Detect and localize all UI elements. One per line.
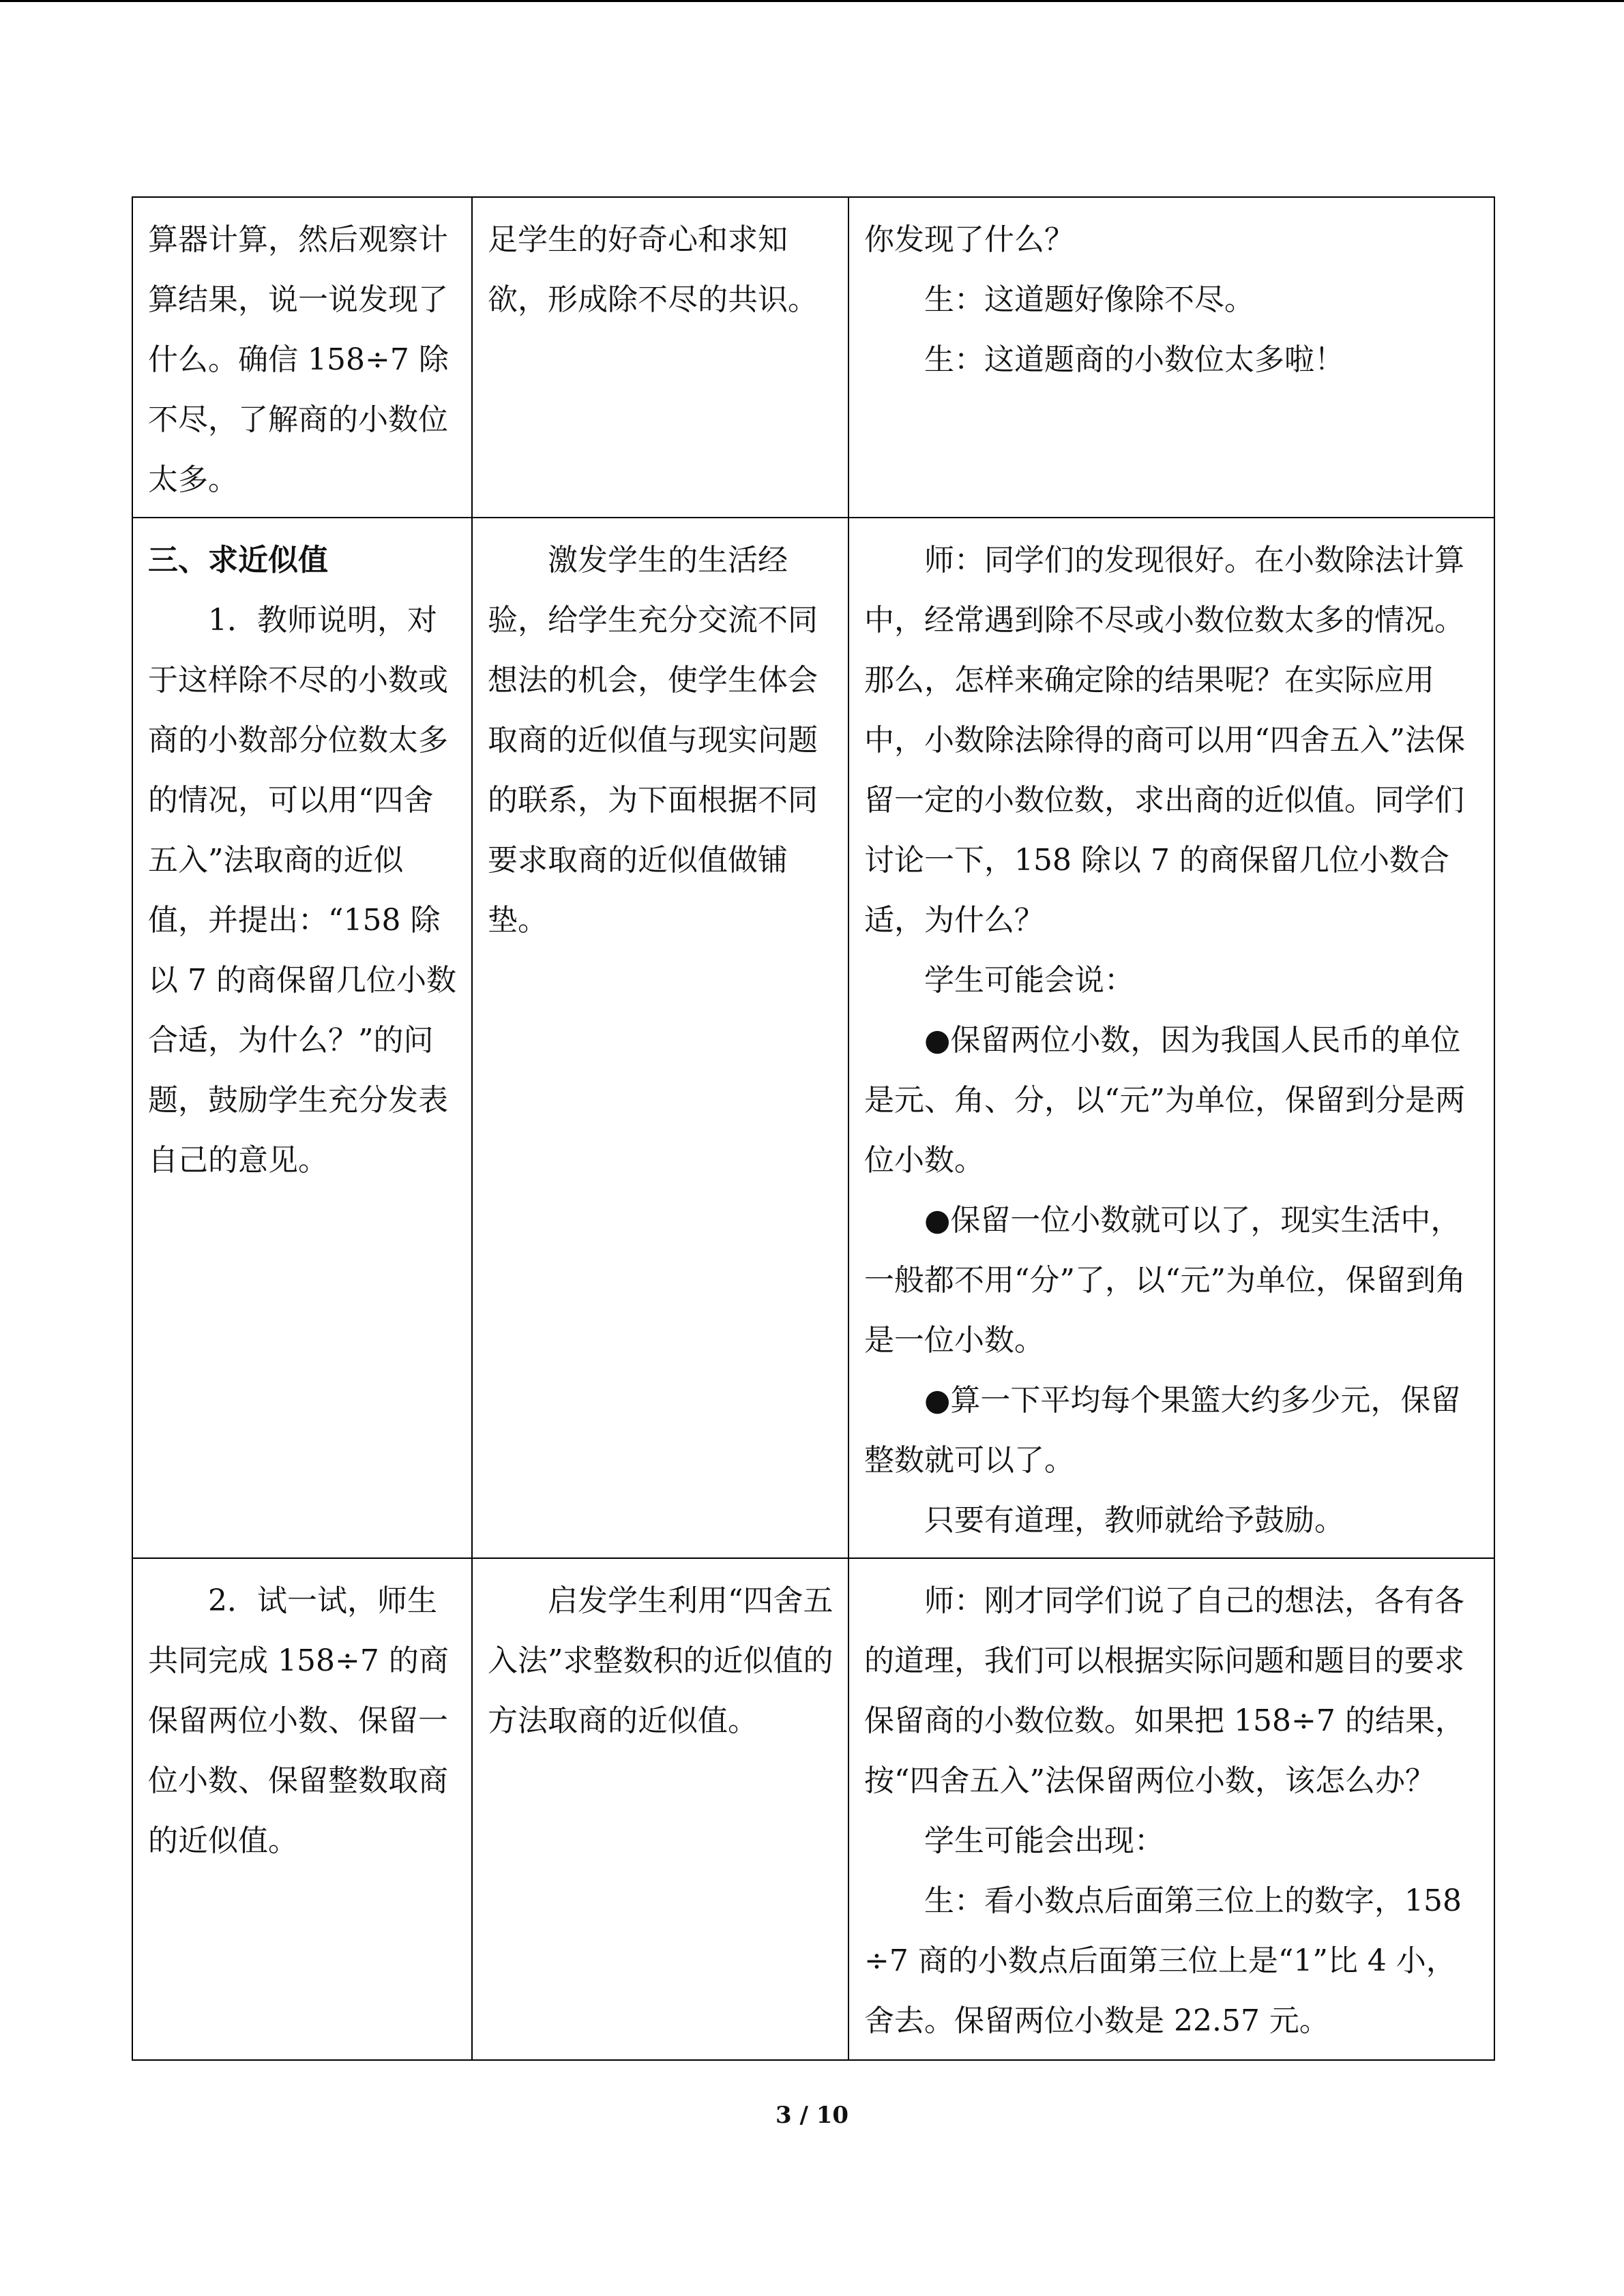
intent-cell xyxy=(472,518,848,1558)
dialogue-cell xyxy=(848,197,1494,518)
table-row xyxy=(132,197,1494,518)
dialogue-line: ●算一下平均每个果篮大约多少元，保留整数就可以了。 xyxy=(864,1383,1461,1478)
dialogue-cell xyxy=(848,518,1494,1558)
activity-cell xyxy=(132,1558,472,2060)
activity-text: 算器计算，然后观察计算结果，说一说发现了什么。确信 158÷7 除不尽，了解商的小数位太多。 xyxy=(148,222,449,497)
activity-cell xyxy=(132,518,472,1558)
intent-text: 足学生的好奇心和求知欲，形成除不尽的共识。 xyxy=(488,222,818,317)
dialogue-line: 师：刚才同学们说了自己的想法，各有各的道理，我们可以根据实际问题和题目的要求保留商的小数位数。如果把 158÷7 的结果，按“四舍五入”法保留两位小数，该怎么办？ xyxy=(864,1583,1465,1798)
lesson-plan-table xyxy=(132,196,1495,2061)
section-heading: 三、求近似值 xyxy=(148,543,328,578)
dialogue-line: 只要有道理，教师就给予鼓励。 xyxy=(924,1503,1344,1538)
dialogue-cell xyxy=(848,1558,1494,2060)
dialogue-line: 学生可能会出现： xyxy=(924,1823,1164,1858)
dialogue-line: 生：这道题好像除不尽。 xyxy=(924,282,1254,317)
dialogue-line: 师：同学们的发现很好。在小数除法计算中，经常遇到除不尽或小数位数太多的情况。那么，怎样来确定除的结果呢？在实际应用中，小数除法除得的商可以用“四舍五入”法保留一定的小数位数，求出商的近似值。同学们讨论一下，158 除以 7 的商保留几位小数合适，为什么？ xyxy=(864,543,1465,938)
top-border-line xyxy=(0,0,1624,2)
dialogue-line: ●保留一位小数就可以了，现实生活中，一般都不用“分”了，以“元”为单位，保留到角是一位小数。 xyxy=(864,1203,1466,1358)
dialogue-line: ●保留两位小数，因为我国人民币的单位是元、角、分，以“元”为单位，保留到分是两位小数。 xyxy=(864,1023,1465,1178)
table-row xyxy=(132,1558,1494,2060)
page-number: 3 / 10 xyxy=(775,2102,849,2129)
dialogue-line: 你发现了什么？ xyxy=(864,222,1074,257)
dialogue-line: 生：看小数点后面第三位上的数字，158÷7 商的小数点后面第三位上是“1”比 4 小，舍去。保留两位小数是 22.57 元。 xyxy=(864,1883,1462,2038)
activity-cell xyxy=(132,197,472,518)
table-row xyxy=(132,518,1494,1558)
intent-cell xyxy=(472,1558,848,2060)
intent-text: 启发学生利用“四舍五入法”求整数积的近似值的方法取商的近似值。 xyxy=(488,1583,833,1738)
intent-text: 激发学生的生活经验，给学生充分交流不同想法的机会，使学生体会取商的近似值与现实问题的联系，为下面根据不同要求取商的近似值做铺垫。 xyxy=(488,543,818,938)
dialogue-line: 学生可能会说： xyxy=(924,963,1134,998)
activity-text: 2．试一试，师生共同完成 158÷7 的商保留两位小数、保留一位小数、保留整数取商的近似值。 xyxy=(148,1583,449,1858)
intent-cell xyxy=(472,197,848,518)
dialogue-line: 生：这道题商的小数位太多啦！ xyxy=(924,342,1344,377)
activity-text: 1．教师说明，对于这样除不尽的小数或商的小数部分位数太多的情况，可以用“四舍五入”法取商的近似值，并提出：“158 除以 7 的商保留几位小数合适，为什么？”的问题，鼓励学生充分发表自己的意见。 xyxy=(148,603,456,1178)
